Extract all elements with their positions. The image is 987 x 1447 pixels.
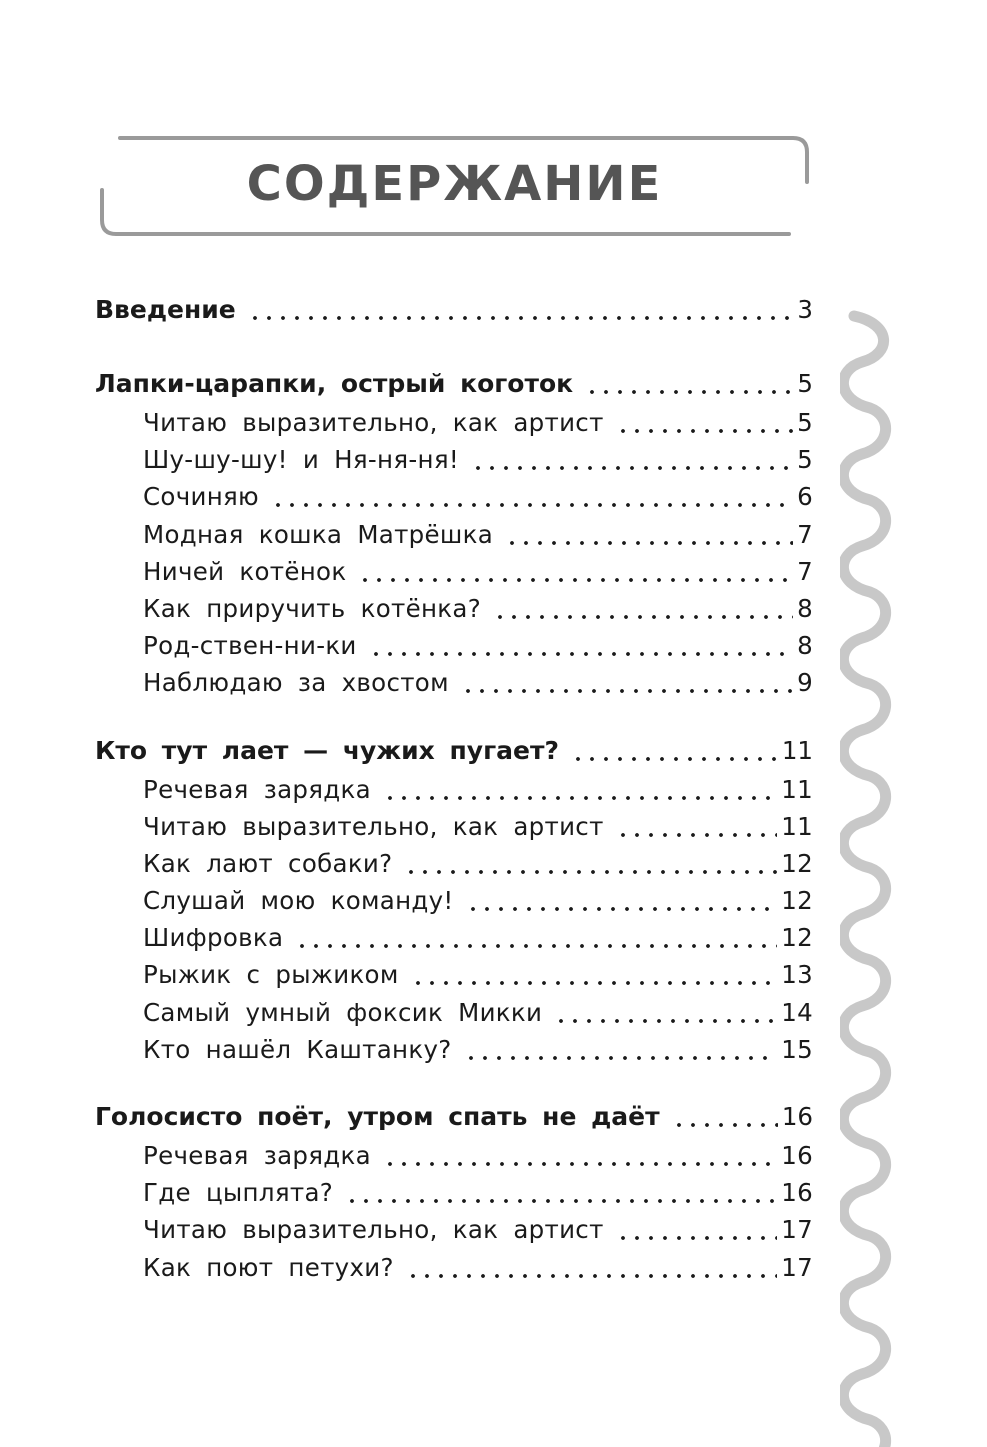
toc-item-title: Где цыплята? [143,1178,334,1208]
toc-item-row[interactable] [95,1249,813,1286]
toc-item-row[interactable] [95,1174,813,1211]
toc-item-row[interactable] [95,478,813,515]
toc-page-number: 13 [781,960,813,990]
toc-page-number: 11 [781,774,813,804]
toc-item-title: Слушай мою команду! [143,886,454,916]
toc-item-title: Рыжик с рыжиком [143,960,399,990]
toc-heading-row[interactable] [95,290,813,330]
toc-page-number: 11 [781,735,813,765]
toc-item-row[interactable] [95,441,813,478]
toc-item-title: Речевая зарядка [143,774,371,804]
dot-leader [358,558,793,583]
toc-page-number: 16 [781,1102,813,1131]
toc-item-row[interactable] [95,590,813,627]
toc-page-number: 6 [797,482,813,512]
toc-item-row[interactable] [95,882,813,919]
toc-section [95,364,813,702]
toc-page-number: 16 [781,1178,813,1208]
toc-item-title: Речевая зарядка [143,1141,371,1170]
dot-leader [345,1180,777,1205]
dot-leader [616,813,778,838]
dot-leader [554,999,777,1024]
toc-item-title: Ничей котёнок [143,556,347,586]
toc-page-number: 8 [797,593,813,623]
toc-item-row[interactable] [95,404,813,441]
toc-heading-title: Кто тут лает — чужих пугает? [95,735,559,765]
toc-item-row[interactable] [95,627,813,664]
dot-leader [493,595,793,620]
toc-section [95,1097,813,1286]
toc-page-number: 7 [797,519,813,549]
toc-page-number: 15 [781,1034,813,1064]
toc-heading-title: Голосисто поёт, утром спать не даёт [95,1102,660,1131]
toc-section [95,731,813,1069]
dot-leader [383,776,777,801]
page-title: СОДЕРЖАНИЕ [246,156,663,212]
section-spacer [95,702,813,731]
dot-leader [369,633,793,658]
toc-page-number: 17 [781,1252,813,1282]
title-frame [98,134,811,238]
toc-page-number: 9 [797,668,813,698]
toc-item-title: Модная кошка Матрёшка [143,519,494,549]
toc-item-title: Читаю выразительно, как артист [143,811,604,841]
toc-page-number: 14 [781,997,813,1027]
toc-item-row[interactable] [95,664,813,701]
toc-item-title: Как приручить котёнка? [143,593,481,623]
toc-page-number: 5 [797,369,813,398]
toc-item-row[interactable] [95,994,813,1031]
dot-leader [466,888,778,913]
dot-leader [248,296,794,321]
toc-item-title: Читаю выразительно, как артист [143,408,604,437]
toc-page-number: 8 [797,631,813,661]
toc-item-title: Сочиняю [143,482,259,512]
toc-item-title: Самый умный фоксик Микки [143,997,543,1027]
toc-item-row[interactable] [95,1137,813,1174]
dot-leader [585,370,793,395]
section-spacer [95,1068,813,1097]
toc-item-title: Шифровка [143,923,284,953]
dot-leader [271,484,793,509]
toc-item-row[interactable] [95,771,813,808]
toc-page-number: 12 [781,848,813,878]
toc-heading-row[interactable] [95,364,813,404]
toc-item-title: Кто нашёл Каштанку? [143,1034,452,1064]
dot-leader [464,1036,778,1061]
toc-page-number: 7 [797,556,813,586]
toc-item-row[interactable] [95,516,813,553]
dot-leader [461,670,793,695]
toc-item-title: Читаю выразительно, как артист [143,1215,604,1245]
toc-page-number: 5 [797,445,813,475]
toc-item-title: Как поют петухи? [143,1252,394,1282]
toc-page-number: 12 [781,886,813,916]
toc-item-row[interactable] [95,1211,813,1248]
dot-leader [571,737,778,762]
toc-heading-title: Введение [95,295,236,324]
dot-leader [616,1217,778,1242]
toc-page-number: 16 [781,1141,813,1170]
toc-item-title: Наблюдаю за хвостом [143,668,449,698]
dot-leader [383,1143,777,1168]
toc-heading-title: Лапки-царапки, острый коготок [95,369,574,398]
section-spacer [95,330,813,364]
dot-leader [411,962,778,987]
toc-item-row[interactable] [95,919,813,956]
toc-heading-row[interactable] [95,1097,813,1137]
table-of-contents [95,290,813,1286]
toc-page-number: 3 [797,295,813,324]
wavy-border-ornament-icon [840,306,900,1447]
toc-page-number: 17 [781,1215,813,1245]
toc-item-row[interactable] [95,553,813,590]
toc-item-title: Шу-шу-шу! и Ня-ня-ня! [143,445,460,475]
toc-item-row[interactable] [95,956,813,993]
toc-item-title: Род-ствен-ни-ки [143,631,357,661]
toc-page-number: 11 [781,811,813,841]
toc-section [95,290,813,330]
dot-leader [471,447,793,472]
toc-item-row[interactable] [95,845,813,882]
dot-leader [616,410,793,435]
toc-page-number: 5 [797,408,813,437]
toc-heading-row[interactable] [95,731,813,771]
dot-leader [505,521,793,546]
toc-page-number: 12 [781,923,813,953]
toc-item-row[interactable] [95,808,813,845]
dot-leader [404,850,777,875]
dot-leader [406,1254,777,1279]
dot-leader [295,925,777,950]
toc-item-row[interactable] [95,1031,813,1068]
dot-leader [672,1103,778,1128]
toc-item-title: Как лают собаки? [143,848,393,878]
